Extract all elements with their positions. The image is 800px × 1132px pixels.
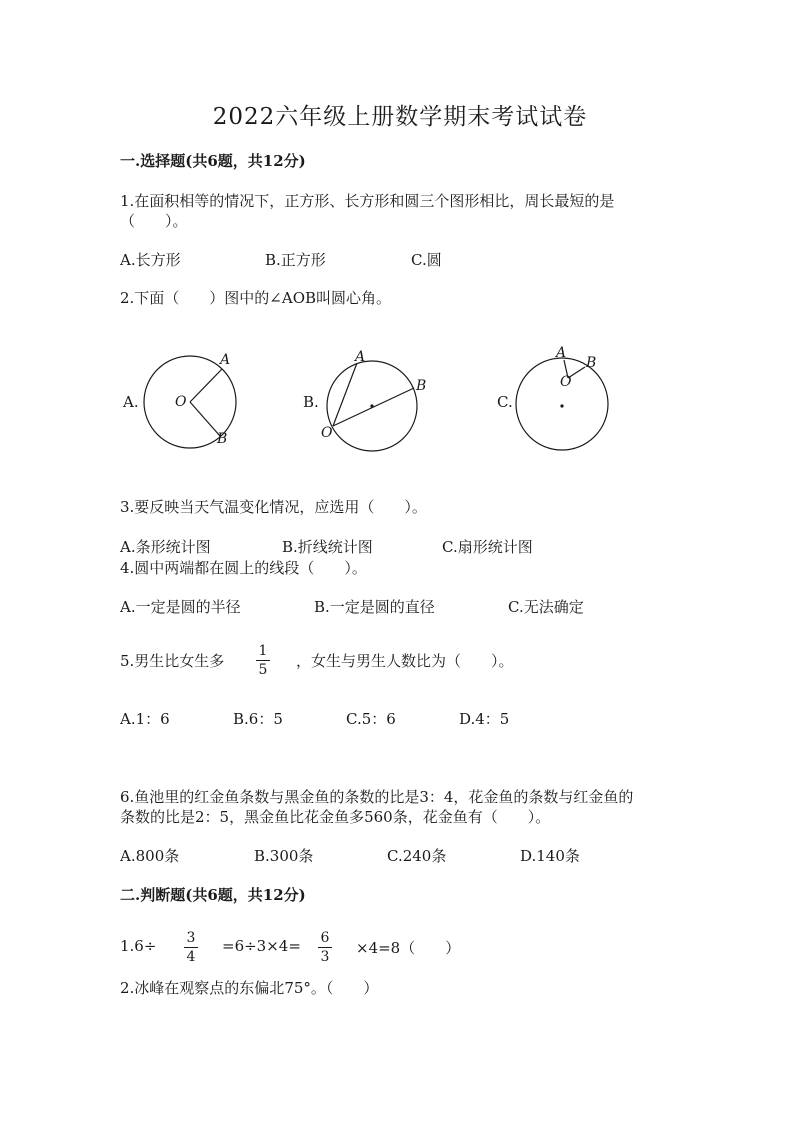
q5-fraction: [256, 643, 270, 678]
tf-q1-fraction-1-numerator: 3: [186, 930, 196, 946]
q5-fraction-bar: [256, 660, 270, 661]
q2-text: 2.下面（ ）图中的∠AOB叫圆心角。: [120, 289, 392, 307]
q1-text-line2: （ ）。: [120, 212, 188, 230]
figure-a-radius-a: [190, 369, 222, 402]
q6-text-line2: 条数的比是2：5，黑金鱼比花金鱼多560条，花金鱼有（ ）。: [120, 808, 551, 826]
q4-option-b: B.一定是圆的直径: [314, 598, 435, 616]
figure-a-label: A.: [123, 393, 139, 411]
tf-q1-fraction-1-denominator: 4: [186, 949, 196, 965]
page-title: 2022六年级上册数学期末考试试卷: [212, 104, 588, 130]
q5-text-prefix: 5.男生比女生多: [120, 652, 225, 670]
figure-b-label: B.: [303, 393, 319, 411]
figure-c: [497, 345, 608, 450]
q5-option-c: C.5：6: [346, 710, 396, 728]
figure-a: [122, 352, 236, 448]
figure-b-b-label: B: [416, 378, 427, 394]
q3-option-a: A.条形统计图: [120, 538, 211, 556]
q4-text: 4.圆中两端都在圆上的线段（ ）。: [120, 559, 367, 577]
q6-option-c: C.240条: [387, 847, 447, 865]
q2-circle-figures: [0, 330, 800, 460]
figure-c-circle: [516, 358, 608, 450]
tf-q1-fraction-2-numerator: 6: [320, 930, 330, 946]
q4-option-c: C.无法确定: [508, 598, 584, 616]
q5-option-a: A.1：6: [120, 710, 170, 728]
figure-b-a-label: A: [355, 349, 366, 365]
figure-c-center-dot: [560, 404, 563, 407]
q5-fraction-numerator: 1: [258, 643, 268, 659]
q6-text-line1: 6.鱼池里的红金鱼条数与黑金鱼的条数的比是3：4，花金鱼的条数与红金鱼的: [120, 788, 634, 806]
tf-q1-middle: =6÷3×4=: [222, 937, 301, 955]
tf-q2-text: 2.冰峰在观察点的东偏北75°。（ ）: [120, 979, 379, 997]
q6-option-b: B.300条: [254, 847, 314, 865]
q5-option-b: B.6：5: [233, 710, 283, 728]
q3-option-b: B.折线统计图: [282, 538, 373, 556]
section-heading-true-false: 二.判断题(共6题，共12分): [120, 886, 306, 904]
figure-c-b-label: B: [586, 355, 597, 371]
q1-option-b: B.正方形: [265, 251, 326, 269]
figure-c-label: C.: [497, 393, 513, 411]
section-heading-choice: 一.选择题(共6题，共12分): [120, 152, 306, 170]
figure-b-o-label: O: [321, 425, 333, 441]
q5-option-d: D.4：5: [459, 710, 510, 728]
q1-option-a: A.长方形: [120, 251, 181, 269]
figure-a-o-label: O: [175, 394, 187, 410]
tf-q1-fraction-2: [318, 930, 332, 965]
q6-option-d: D.140条: [520, 847, 580, 865]
tf-q1-fraction-2-bar: [318, 947, 332, 948]
tf-q1-fraction-1-bar: [184, 947, 198, 948]
figure-b: [303, 349, 426, 451]
q1-text-line1: 1.在面积相等的情况下，正方形、长方形和圆三个图形相比，周长最短的是: [120, 192, 615, 210]
figure-c-o-label: O: [560, 374, 572, 390]
q3-option-c: C.扇形统计图: [442, 538, 533, 556]
q3-text: 3.要反映当天气温变化情况，应选用（ ）。: [120, 498, 427, 516]
q1-option-c: C.圆: [411, 251, 442, 269]
tf-q1-fraction-2-denominator: 3: [320, 949, 330, 965]
tf-q1-suffix: ×4=8（ ）: [356, 939, 461, 957]
figure-a-radius-b: [190, 402, 220, 436]
q5-fraction-denominator: 5: [258, 662, 268, 678]
q6-option-a: A.800条: [120, 847, 180, 865]
tf-q1-fraction-1: [184, 930, 198, 965]
tf-q1-prefix: 1.6÷: [120, 937, 157, 955]
figure-c-a-label: A: [556, 345, 567, 361]
figure-a-a-label: A: [220, 352, 231, 368]
q5-text-suffix: ，女生与男生人数比为（ ）。: [296, 652, 514, 670]
q4-option-a: A.一定是圆的半径: [120, 598, 241, 616]
figure-a-b-label: B: [217, 431, 228, 447]
